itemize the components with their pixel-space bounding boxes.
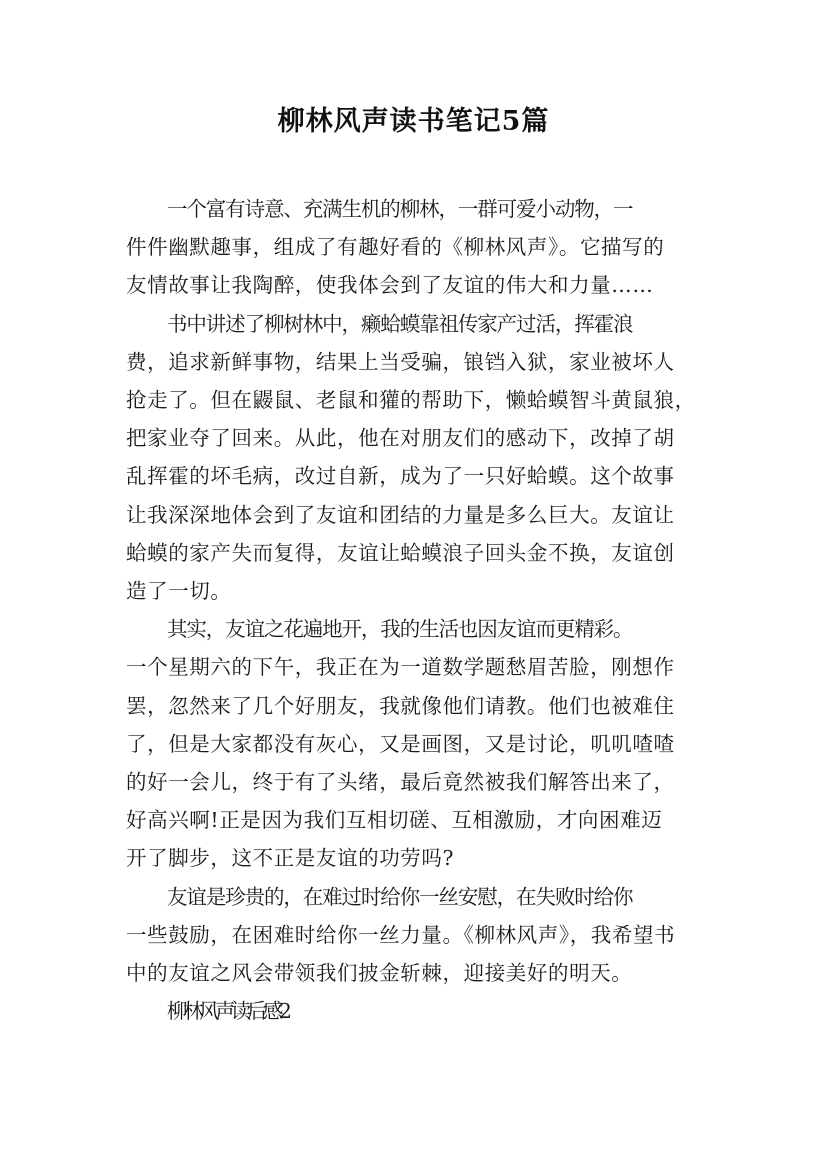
text-line: 造了一切。 — [126, 579, 232, 604]
text-line: 开了脚步，这不正是友谊的功劳吗? — [126, 846, 455, 871]
text-line: 件件幽默趣事，组成了有趣好看的《柳林风声》。它描写的 — [126, 235, 665, 260]
text-line: 一些鼓励，在困难时给你一丝力量。《柳林风声》，我希望书 — [126, 922, 676, 947]
paragraph — [126, 190, 710, 305]
text-line: 其实，友谊之花遍地开，我的生活也因友谊而更精彩。 — [167, 617, 633, 642]
text-line: 书中讲述了柳树林中，癞蛤蟆靠祖传家产过活，挥霍浪 — [167, 311, 633, 336]
text-line: 让我深深地体会到了友谊和团结的力量是多么巨大。友谊让 — [126, 502, 675, 527]
text-line: 了，但是大家都没有灰心，又是画图，又是讨论，叽叽喳喳 — [126, 731, 675, 756]
text-line: 友谊是珍贵的，在难过时给你一丝安慰，在失败时给你 — [167, 884, 633, 909]
document-body — [126, 190, 710, 1030]
text-line: 罢，忽然来了几个好朋友，我就像他们请教。他们也被难住 — [126, 693, 675, 718]
text-line: 蛤蟆的家产失而复得，友谊让蛤蟆浪子回头金不换，友谊创 — [126, 540, 675, 565]
paragraph — [126, 305, 710, 611]
paragraph — [126, 878, 710, 993]
text-line: 一个星期六的下午，我正在为一道数学题愁眉苦脸，刚想作 — [126, 655, 675, 680]
document-title: 柳林风声读书笔记5篇 — [277, 106, 550, 137]
text-line: 好高兴啊!正是因为我们互相切磋、互相激励，才向困难迈 — [126, 808, 663, 833]
text-line: 友情故事让我陶醉，使我体会到了友谊的伟大和力量…… — [126, 273, 654, 298]
paragraph — [126, 610, 710, 877]
text-line: 抢走了。但在鼹鼠、老鼠和獾的帮助下，懒蛤蟆智斗黄鼠狼， — [126, 388, 696, 413]
text-line: 一个富有诗意、充满生机的柳林，一群可爱小动物，一 — [167, 197, 633, 221]
text-line: 费，追求新鲜事物，结果上当受骗，锒铛入狱，家业被坏人 — [126, 349, 675, 374]
text-line: 柳林风声读后感2 — [167, 999, 288, 1024]
text-line: 乱挥霍的坏毛病，改过自新，成为了一只好蛤蟆。这个故事 — [126, 464, 675, 489]
text-line: 把家业夺了回来。从此，他在对朋友们的感动下，改掉了胡 — [126, 426, 675, 451]
section-heading — [126, 992, 710, 1030]
text-line: 的好一会儿，终于有了头绪，最后竟然被我们解答出来了， — [126, 770, 675, 795]
text-line: 中的友谊之风会带领我们披金斩棘，迎接美好的明天。 — [126, 961, 633, 986]
